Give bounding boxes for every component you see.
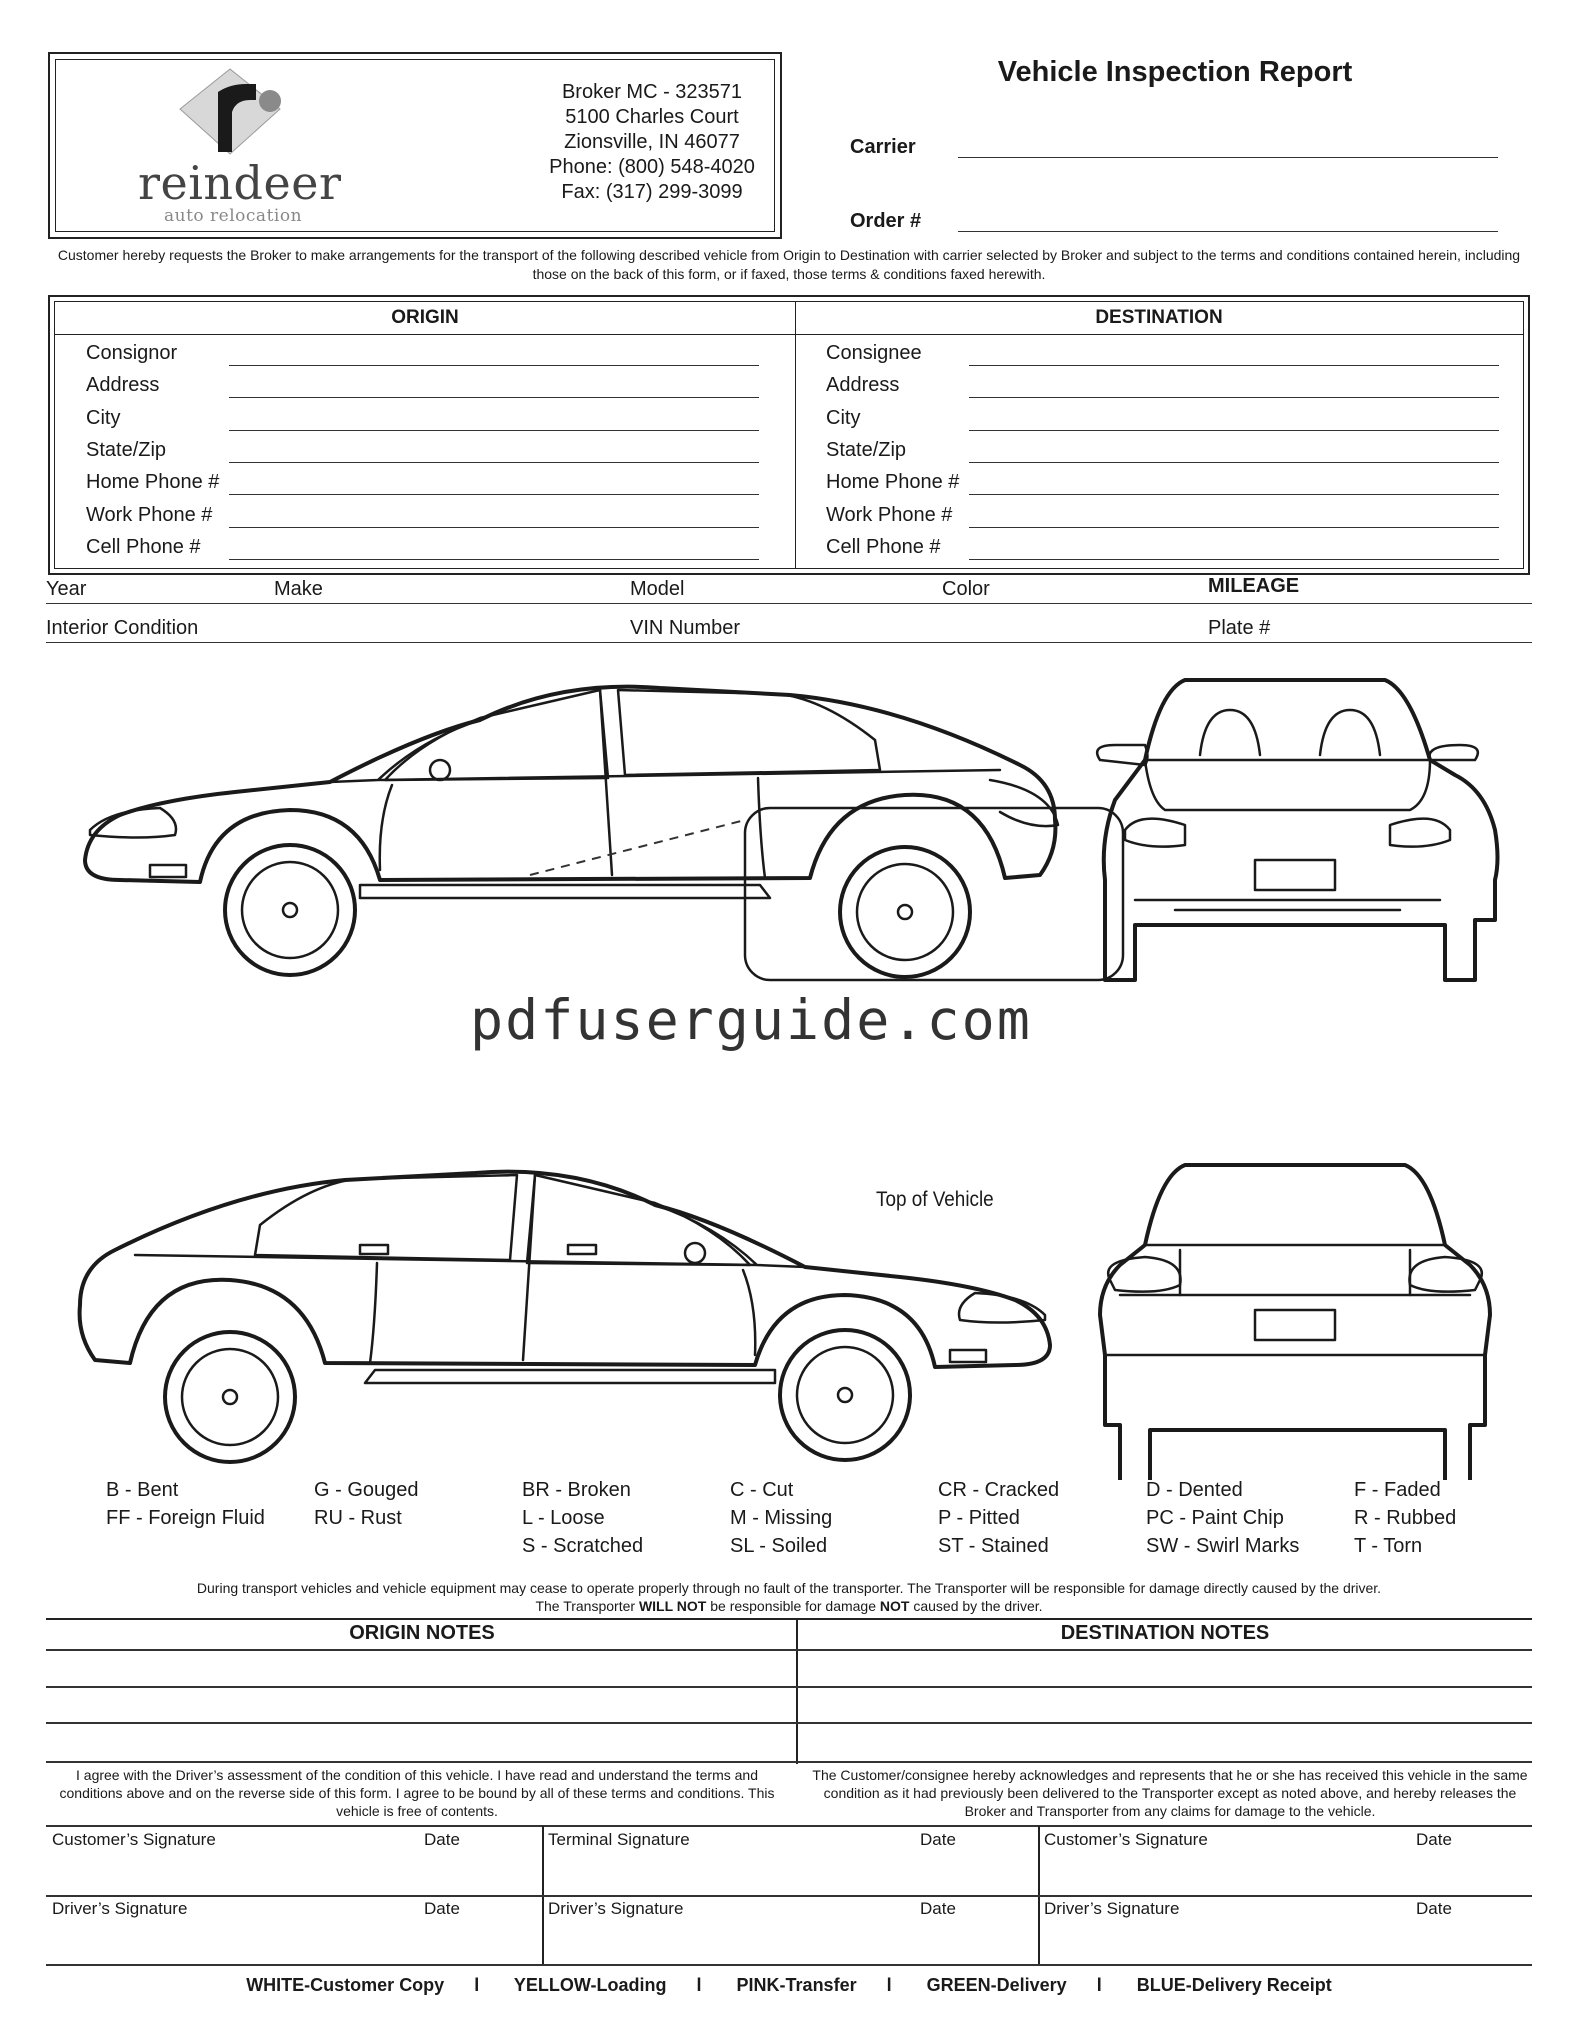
terminal-driver-signature-date[interactable]: Date: [920, 1899, 956, 1918]
vehicle-row-1-field[interactable]: [46, 603, 1532, 604]
damage-code-legend-item: SW - Swirl Marks: [1146, 1535, 1300, 1557]
origin-notes-heading: ORIGIN NOTES: [349, 1622, 495, 1644]
destination-heading: DESTINATION: [795, 302, 1523, 335]
car-front-icon: [1097, 680, 1497, 980]
notes-line-1[interactable]: [46, 1649, 1532, 1651]
order-label: Order #: [850, 210, 922, 232]
origin-field-input[interactable]: [229, 397, 759, 398]
vin-label: VIN Number: [630, 617, 741, 639]
destination-field-label: Work Phone #: [826, 503, 953, 526]
footer-separator: l: [696, 1975, 702, 1995]
notes-line-2[interactable]: [46, 1686, 1532, 1688]
origin-field-label: Work Phone #: [86, 503, 213, 526]
terminal-signature-field[interactable]: Terminal Signature: [548, 1830, 690, 1849]
color-label: Color: [942, 578, 990, 600]
notes-top-rule: [46, 1618, 1532, 1620]
origin-heading: ORIGIN: [55, 302, 795, 335]
damage-code-legend-item: P - Pitted: [938, 1507, 1020, 1529]
origin-field-input[interactable]: [229, 462, 759, 463]
footer-separator: l: [474, 1975, 480, 1995]
terminal-driver-signature-field[interactable]: Driver’s Signature: [548, 1899, 684, 1918]
damage-code-legend-item: D - Dented: [1146, 1479, 1243, 1501]
origin-field-input[interactable]: [229, 430, 759, 431]
broker-header-box: [48, 52, 782, 239]
origin-field-label: Home Phone #: [86, 471, 220, 494]
mileage-label: MILEAGE: [1208, 575, 1300, 597]
carrier-label: Carrier: [850, 136, 916, 158]
origin-field-label: Consignor: [86, 342, 178, 364]
destination-field-label: City: [826, 406, 861, 429]
damage-code-legend-item: B - Bent: [106, 1479, 179, 1501]
origin-agreement: I agree with the Driver’s assessment of the condition of this vehicle. I have read and understand the terms and conditions above and on the reverse side of this form. I agree to be bound by all of these terms and conditions. This vehicle is free of contents.: [59, 1767, 775, 1819]
destination-field-input[interactable]: [969, 397, 1499, 398]
vehicle-row-2-field[interactable]: [46, 642, 1532, 643]
broker-city: Zionsville, IN 46077: [564, 131, 740, 153]
report-title: Vehicle Inspection Report: [997, 56, 1353, 88]
footer-green: GREEN-Delivery: [926, 1975, 1067, 1995]
damage-code-legend-item: G - Gouged: [314, 1479, 419, 1501]
destination-field-input[interactable]: [969, 462, 1499, 463]
car-side-right-icon: [80, 1172, 1050, 1462]
damage-code-legend-item: CR - Cracked: [938, 1479, 1060, 1501]
signature-mid-rule: [46, 1895, 1532, 1897]
destination-customer-signature-field[interactable]: Customer’s Signature: [1044, 1830, 1208, 1849]
note-text-will-not: WILL NOT: [638, 1598, 707, 1614]
destination-driver-signature-date[interactable]: Date: [1416, 1899, 1452, 1918]
brand-name: reindeer: [138, 156, 342, 210]
damage-code-legend-item: R - Rubbed: [1354, 1507, 1457, 1529]
watermark: pdfuserguide.com: [470, 988, 1032, 1052]
broker-mc: Broker MC - 323571: [561, 81, 743, 103]
interior-condition-label: Interior Condition: [46, 617, 199, 639]
footer-separator: l: [886, 1975, 892, 1995]
footer-pink: PINK-Transfer: [736, 1975, 857, 1995]
model-label: Model: [630, 578, 685, 600]
notes-divider: [796, 1618, 798, 1764]
damage-code-legend-item: RU - Rust: [314, 1507, 402, 1529]
note-text-not: NOT: [879, 1598, 910, 1614]
signature-top-rule: [46, 1825, 1532, 1827]
customer-signature-date[interactable]: Date: [424, 1830, 460, 1849]
destination-field-label: Home Phone #: [826, 471, 960, 494]
damage-code-legend-item: M - Missing: [730, 1507, 833, 1529]
origin-field-input[interactable]: [229, 559, 759, 560]
make-label: Make: [274, 578, 323, 600]
destination-driver-signature-field[interactable]: Driver’s Signature: [1044, 1899, 1180, 1918]
signature-bottom-rule: [46, 1964, 1532, 1966]
destination-field-input[interactable]: [969, 430, 1499, 431]
broker-phone: Phone: (800) 548-4020: [549, 156, 755, 178]
footer-yellow: YELLOW-Loading: [513, 1975, 667, 1995]
year-label: Year: [46, 578, 87, 600]
origin-field-label: State/Zip: [86, 438, 167, 461]
origin-field-input[interactable]: [229, 365, 759, 366]
damage-code-legend-item: SL - Soiled: [730, 1535, 828, 1557]
driver-signature-field[interactable]: Driver’s Signature: [52, 1899, 188, 1918]
terms-text: Customer hereby requests the Broker to make arrangements for the transport of the following described vehicle from Origin to Destination with carrier selected by Broker and subject to the terms and conditions contained herein, including those on the back of this form, or if faxed, those terms & conditions faxed herewith.: [57, 247, 1521, 282]
destination-customer-signature-date[interactable]: Date: [1416, 1830, 1452, 1849]
note-text-a: The Transporter: [535, 1598, 639, 1614]
origin-field-input[interactable]: [229, 494, 759, 495]
car-top-view-box: [530, 808, 1123, 980]
brand-subtitle: auto relocation: [164, 206, 303, 226]
destination-agreement: The Customer/consignee hereby acknowledges and represents that he or she has received this vehicle in the same condition as it had previously been delivered to the Transporter except as noted above, and hereby releases the Broker and Transporter from any claims for damage to the vehicle.: [812, 1767, 1528, 1819]
footer-white: WHITE-Customer Copy: [246, 1975, 445, 1995]
destination-field-input[interactable]: [969, 559, 1499, 560]
terminal-signature-date[interactable]: Date: [920, 1830, 956, 1849]
damage-code-legend-item: T - Torn: [1354, 1535, 1423, 1557]
damage-code-legend-item: BR - Broken: [522, 1479, 631, 1501]
footer-blue: BLUE-Delivery Receipt: [1136, 1975, 1332, 1995]
damage-code-legend-item: F - Faded: [1354, 1479, 1441, 1501]
customer-signature-field[interactable]: Customer’s Signature: [52, 1830, 216, 1849]
top-of-vehicle-label: Top of Vehicle: [876, 1188, 994, 1211]
damage-code-legend-item: S - Scratched: [522, 1535, 644, 1557]
destination-field-input[interactable]: [969, 527, 1499, 528]
broker-contact: [502, 80, 802, 205]
transport-note: [48, 1579, 1530, 1615]
origin-destination-box: [48, 295, 1530, 575]
broker-street: 5100 Charles Court: [565, 106, 739, 128]
destination-field-input[interactable]: [969, 365, 1499, 366]
destination-field-label: Consignee: [826, 342, 922, 364]
transport-note-line2: [48, 1597, 1530, 1615]
damage-code-legend-item: FF - Foreign Fluid: [106, 1507, 265, 1529]
reindeer-logo-icon: [170, 64, 350, 164]
notes-line-3[interactable]: [46, 1722, 1532, 1724]
plate-label: Plate #: [1208, 617, 1271, 639]
vehicle-damage-diagram[interactable]: [0, 660, 1578, 1480]
note-text-e: caused by the driver.: [909, 1598, 1043, 1614]
note-text-c: be responsible for damage: [706, 1598, 880, 1614]
column-divider: [795, 302, 796, 568]
damage-code-legend-item: L - Loose: [522, 1507, 605, 1529]
damage-code-legend-item: C - Cut: [730, 1479, 794, 1501]
footer-separator: l: [1096, 1975, 1102, 1995]
broker-fax: Fax: (317) 299-3099: [561, 181, 743, 203]
damage-code-legend-item: ST - Stained: [938, 1535, 1049, 1557]
origin-field-label: City: [86, 406, 121, 429]
origin-field-label: Address: [86, 374, 160, 397]
destination-field-label: Address: [826, 374, 900, 397]
car-side-left-icon: [85, 687, 1058, 977]
destination-field-input[interactable]: [969, 494, 1499, 495]
destination-field-label: State/Zip: [826, 438, 907, 461]
origin-field-label: Cell Phone #: [86, 535, 201, 558]
driver-signature-date[interactable]: Date: [424, 1899, 460, 1918]
destination-field-label: Cell Phone #: [826, 535, 941, 558]
car-rear-icon: [1100, 1165, 1490, 1480]
notes-line-4[interactable]: [46, 1761, 1532, 1763]
copy-distribution-footer: [48, 1975, 1530, 1996]
damage-code-legend-item: PC - Paint Chip: [1146, 1507, 1284, 1529]
order-field[interactable]: [958, 231, 1498, 232]
carrier-field[interactable]: [958, 157, 1498, 158]
origin-field-input[interactable]: [229, 527, 759, 528]
destination-notes-heading: DESTINATION NOTES: [1060, 1622, 1270, 1644]
transport-note-line1: During transport vehicles and vehicle equipment may cease to operate properly through no fault of the transporter. The Transporter will be responsible for damage directly caused by the driver.: [196, 1580, 1382, 1596]
